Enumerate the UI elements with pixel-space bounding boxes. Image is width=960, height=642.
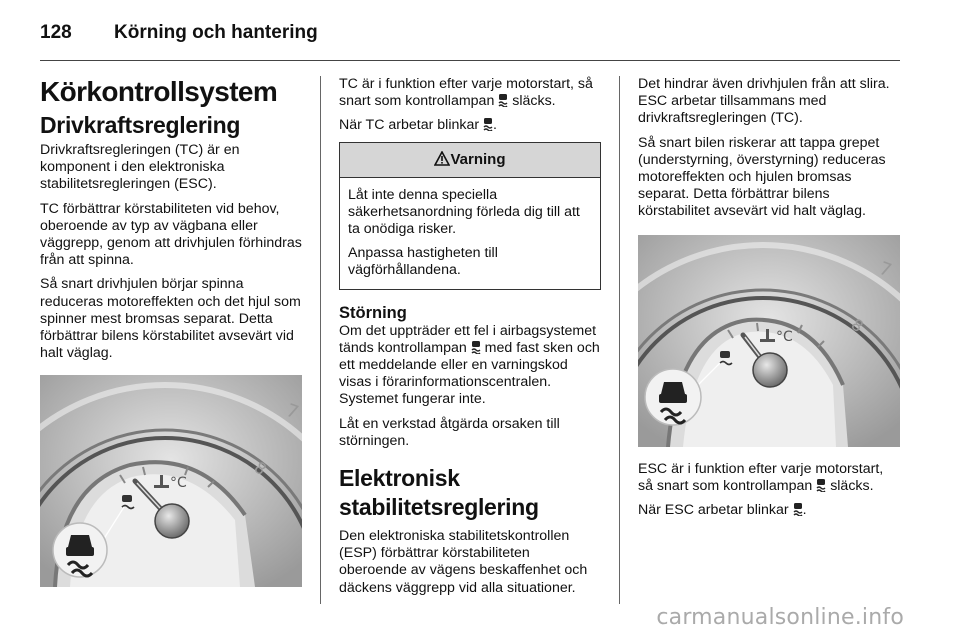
text: ESC är i funktion efter varje motorstart, så snart som kontrollampan	[638, 460, 884, 494]
column-3	[638, 76, 900, 526]
dashboard-illustration	[638, 235, 900, 447]
text: .	[493, 117, 497, 134]
text: Om det uppträder ett fel i airbagsystemet tänds kontrollampan	[339, 322, 597, 356]
tc-warning-icon	[471, 341, 481, 354]
tc-warning-icon	[483, 118, 493, 131]
text: med fast sken och ett meddelande eller en varningskod visas i förarinformationscentralen. Systemet fungerar inte.	[339, 339, 600, 408]
section-title: Körning och hantering	[114, 22, 318, 43]
section-heading-esc: Elektronisk stabilitetsreglering	[339, 465, 539, 521]
warning-title: Varning	[450, 150, 506, 168]
temperature-label: °C	[776, 328, 793, 345]
header-rule	[40, 60, 900, 61]
page-header	[40, 22, 318, 44]
column-divider	[320, 76, 321, 604]
paragraph	[638, 461, 900, 495]
dashboard-illustration	[40, 375, 302, 587]
paragraph: Anpassa hastigheten till vägförhållandena.	[348, 245, 498, 279]
warning-header	[340, 143, 600, 178]
warning-triangle-icon	[434, 151, 450, 166]
paragraph: Så snart bilen riskerar att tappa grepet (understyrning, överstyrning) reduceras motoreffekten och hjulen bromsas separat. Detta förbättrar bilens körstabilitet avsevärt vid halt väglag.	[638, 134, 886, 220]
paragraph: TC förbättrar körstabiliteten vid behov, oberoende av typ av vägbana eller väggrepp, genom att drivhjulen förhindras från att spinna.	[40, 200, 302, 269]
paragraph: Låt en verkstad åtgärda orsaken till störningen.	[339, 415, 560, 449]
paragraph: Låt inte denna speciella säkerhetsanordning förleda dig till att ta onödiga risker.	[348, 186, 580, 238]
text: .	[802, 502, 807, 519]
section-heading-tc: Drivkraftsreglering	[40, 112, 241, 138]
column-1	[40, 76, 302, 587]
tc-warning-icon	[793, 503, 803, 516]
tick-label-eight: 8	[847, 314, 867, 336]
tc-warning-icon	[498, 94, 508, 107]
paragraph: Drivkraftsregleringen (TC) är en komponent i den elektroniska stabilitetsregleringen (ESC).	[40, 142, 240, 193]
warning-box	[339, 142, 601, 290]
tick-label-seven: 7	[876, 257, 895, 282]
fault-heading: Störning	[339, 303, 407, 322]
text: släcks.	[830, 477, 874, 494]
temperature-label: °C	[170, 475, 187, 492]
watermark: carmanualsonline.info	[656, 605, 904, 630]
paragraph	[339, 323, 601, 409]
page-number: 128	[40, 22, 72, 43]
paragraph	[339, 117, 601, 134]
paragraph: Den elektroniska stabilitetskontrollen (ESP) förbättrar körstabiliteten oberoende av vägens beskaffenhet och däckens väggrepp vid alla situationer.	[339, 528, 588, 596]
paragraph	[638, 502, 900, 519]
tc-warning-icon	[816, 479, 826, 492]
text: När ESC arbetar blinkar	[638, 502, 789, 519]
text: När TC arbetar blinkar	[339, 117, 480, 134]
text: TC är i funktion efter varje motorstart, så snart som kontrollampan	[339, 76, 593, 110]
column-divider	[619, 76, 620, 604]
tick-label-eight: 8	[250, 458, 270, 480]
tick-label-seven: 7	[283, 400, 302, 425]
paragraph	[339, 76, 601, 110]
paragraph: Så snart drivhjulen börjar spinna reduceras motoreffekten och det hjul som spinner mest bromsas separat. Detta förbättrar bilens körstabilitet avsevärt vid halt väglag.	[40, 276, 301, 362]
text: släcks.	[512, 93, 556, 110]
column-2	[339, 76, 601, 604]
paragraph: Det hindrar även drivhjulen från att slira. ESC arbetar tillsammans med drivkraftsregleringen (TC).	[638, 76, 890, 127]
page-title: Körkontrollsystem	[40, 76, 278, 107]
